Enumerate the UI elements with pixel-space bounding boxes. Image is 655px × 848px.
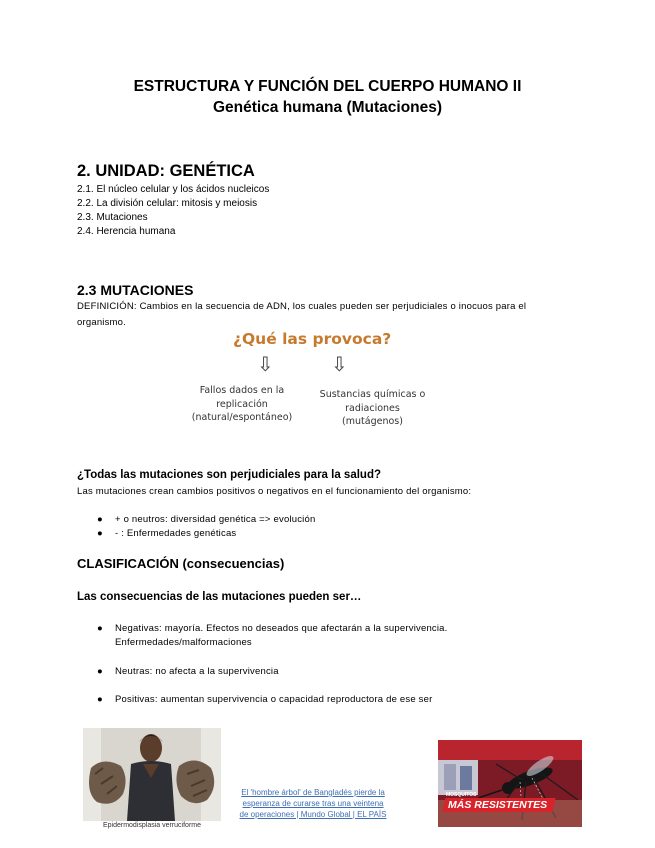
mosquito-small-label: MOSQUITOS xyxy=(446,792,477,798)
bullet-icon: ● xyxy=(97,514,103,525)
harmful-question: ¿Todas las mutaciones son perjudiciales para la salud? xyxy=(77,469,381,481)
arrow-down-icon: ⇩ xyxy=(257,352,274,376)
unit-topic-item: 2.4. Herencia humana xyxy=(77,226,176,237)
list-item: ● - : Enfermedades genéticas xyxy=(97,528,237,539)
cause-mutagens: Sustancias químicas o radiaciones (mutágenos) xyxy=(319,389,426,427)
unit-topic-list xyxy=(77,183,269,239)
unit-topic-item: 2.3. Mutaciones xyxy=(77,212,148,223)
unit-topic-item: 2.1. El núcleo celular y los ácidos nucleicos xyxy=(77,184,270,195)
mutation-definition: DEFINICIÓN: Cambios en la secuencia de ADN, los cuales pueden ser perjudiciales o inocuos para el organismo. xyxy=(77,301,527,328)
mosquito-photo xyxy=(438,740,582,827)
unit-topic-item: 2.2. La división celular: mitosis y meiosis xyxy=(77,198,258,209)
consequence-item: ● Negativas: mayoría. Efectos no deseados que afectarán a la supervivencia. Enfermedades/malformaciones xyxy=(97,623,448,648)
mutations-heading: 2.3 MUTACIONES xyxy=(77,282,194,298)
consequence-item: ● Neutras: no afecta a la supervivencia xyxy=(97,666,279,677)
patient-photo xyxy=(83,728,221,821)
document-title: ESTRUCTURA Y FUNCIÓN DEL CUERPO HUMANO II xyxy=(133,78,522,95)
list-item: ● + o neutros: diversidad genética => evolución xyxy=(97,514,316,525)
document-subtitle: Genética humana (Mutaciones) xyxy=(212,99,443,116)
classification-heading: CLASIFICACIÓN (consecuencias) xyxy=(77,556,285,571)
mosquito-banner-text: MÁS RESISTENTES xyxy=(448,799,548,811)
harmful-answer: Las mutaciones crean cambios positivos o negativos en el funcionamiento del organismo: xyxy=(77,486,472,497)
bullet-icon: ● xyxy=(97,694,103,705)
bullet-icon: ● xyxy=(97,623,103,634)
consequence-item: ● Positivas: aumentan supervivencia o capacidad reproductora de ese ser xyxy=(97,694,433,705)
news-article-link[interactable]: El 'hombre árbol' de Bangladés pierde la esperanza de curarse tras una veintena de operaciones | Mundo Global | EL PAÍS xyxy=(239,788,387,819)
patient-photo-caption: Epidermodisplasia verruciforme xyxy=(102,822,202,829)
consequences-subheading: Las consecuencias de las mutaciones pueden ser… xyxy=(77,591,362,603)
unit-heading: 2. UNIDAD: GENÉTICA xyxy=(77,162,255,180)
patient-illustration xyxy=(83,728,221,821)
mosquito-illustration xyxy=(438,740,582,827)
effects-list xyxy=(97,513,315,541)
arrow-down-icon: ⇩ xyxy=(331,352,348,376)
cause-replication-errors: Fallos dados en la replicación (natural/espontáneo) xyxy=(191,385,293,423)
causes-figure-title: ¿Qué las provoca? xyxy=(233,330,392,348)
bullet-icon: ● xyxy=(97,666,103,677)
bullet-icon: ● xyxy=(97,528,103,539)
